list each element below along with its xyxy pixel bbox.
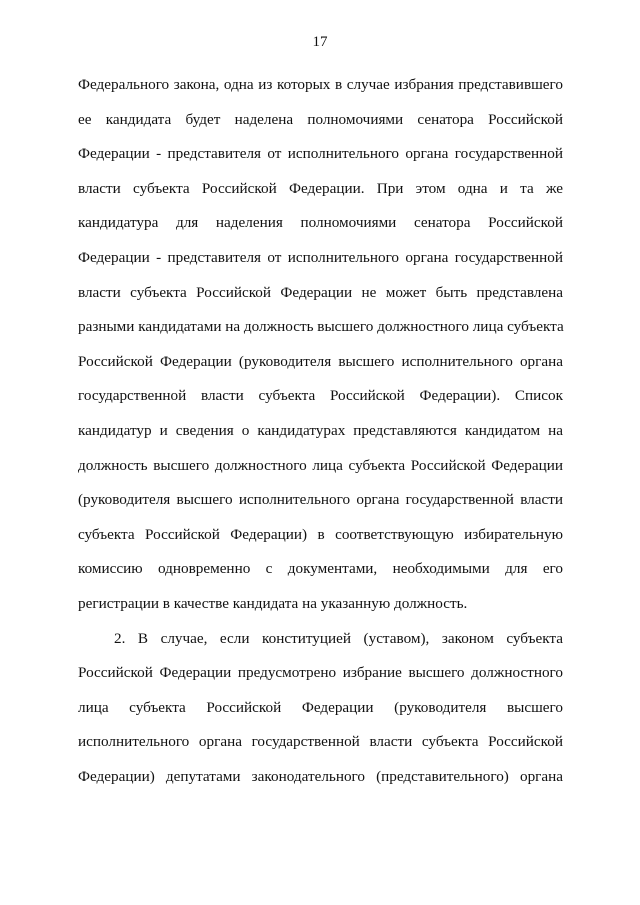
text-line: государственной власти субъекта Российской Федерации). Список [78,387,563,405]
text-line: разными кандидатами на должность высшего должностного лица субъекта [78,318,564,336]
text-line: Российской Федерации предусмотрено избрание высшего должностного [78,664,563,682]
document-body [78,68,563,794]
text-line: (руководителя высшего исполнительного органа государственной власти [78,491,563,509]
text-line: регистрации в качестве кандидата на указанную должность. [78,594,468,612]
text-line: Федерации - представителя от исполнительного органа государственной [78,145,563,163]
paragraph-1 [78,68,563,622]
text-line: субъекта Российской Федерации) в соответствующую избирательную [78,525,563,543]
text-line: лица субъекта Российской Федерации (руководителя высшего [78,698,563,716]
paragraph-2 [78,622,563,795]
text-line: ее кандидата будет наделена полномочиями сенатора Российской [78,110,563,128]
text-line: Федерации) депутатами законодательного (представительного) органа [78,767,563,785]
page-number: 17 [312,34,328,50]
text-line: 2. В случае, если конституцией (уставом), законом субъекта [114,629,563,647]
text-line: Российской Федерации (руководителя высшего исполнительного органа [78,352,563,370]
text-line: Федерации - представителя от исполнительного органа государственной [78,248,563,266]
text-line: Федерального закона, одна из которых в случае избрания представившего [78,76,563,93]
text-line: комиссию одновременно с документами, необходимыми для его [78,560,563,578]
text-line: должность высшего должностного лица субъекта Российской Федерации [78,456,563,474]
text-line: власти субъекта Российской Федерации не может быть представлена [78,283,563,301]
text-line: власти субъекта Российской Федерации. При этом одна и та же [78,179,563,197]
text-line: исполнительного органа государственной власти субъекта Российской [78,733,563,751]
text-line: кандидатур и сведения о кандидатурах представляются кандидатом на [78,421,563,439]
text-line: кандидатура для наделения полномочиями сенатора Российской [78,214,563,232]
